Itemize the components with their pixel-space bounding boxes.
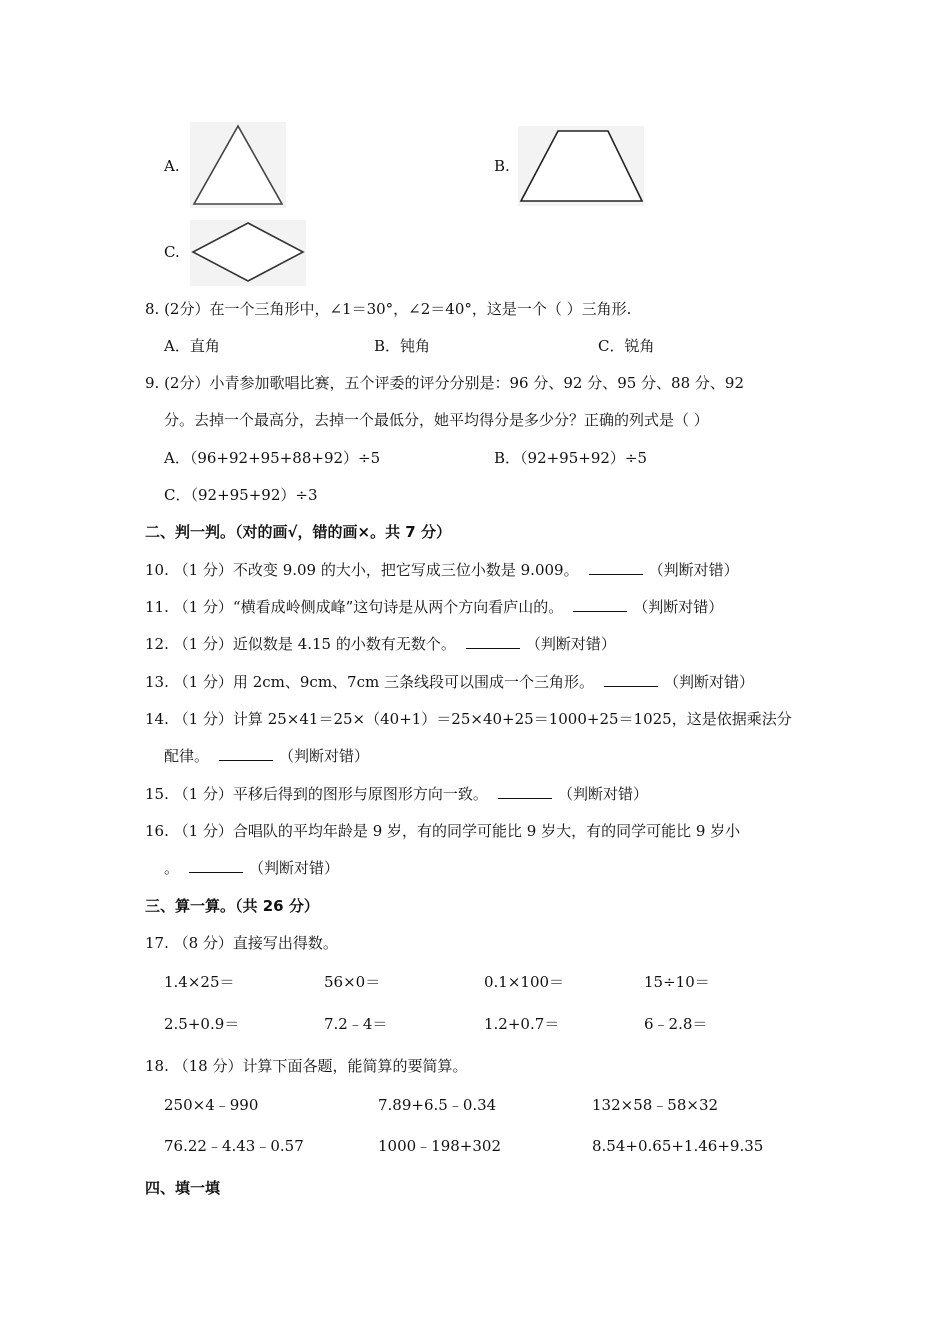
q8-option-a: A．直角 bbox=[164, 337, 220, 355]
q11-answer-blank[interactable] bbox=[573, 597, 627, 612]
q16-suffix: （判断对错） bbox=[249, 859, 340, 877]
q16-text: 。 bbox=[164, 859, 180, 877]
q12-text: 12. （1 分）近似数是 4.15 的小数有无数个。 bbox=[145, 635, 456, 653]
q13-answer-blank[interactable] bbox=[604, 672, 658, 687]
q9-option-a: A．（96+92+95+88+92）÷5 bbox=[164, 449, 381, 467]
q8-option-b: B．钝角 bbox=[374, 337, 431, 355]
q14-suffix: （判断对错） bbox=[279, 747, 370, 765]
triangle-figure bbox=[190, 122, 286, 208]
q11-suffix: （判断对错） bbox=[633, 598, 724, 616]
q17-expr: 1.4×25＝ bbox=[164, 973, 235, 991]
q18-stem: 18. （18 分）计算下面各题，能简算的要简算。 bbox=[145, 1057, 468, 1075]
q12-answer-blank[interactable] bbox=[466, 634, 520, 649]
rhombus-figure bbox=[190, 220, 306, 286]
option-b-label: B. bbox=[494, 157, 510, 175]
q15-answer-blank[interactable] bbox=[498, 784, 552, 799]
q17-expr: 56×0＝ bbox=[324, 973, 381, 991]
q9-option-b: B．（92+95+92）÷5 bbox=[494, 449, 648, 467]
q16-answer-blank[interactable] bbox=[189, 858, 243, 873]
q10-row bbox=[145, 560, 739, 580]
option-a-label: A. bbox=[164, 157, 180, 175]
q10-text: 10. （1 分）不改变 9.09 的大小，把它写成三位小数是 9.009。 bbox=[145, 561, 579, 579]
q14-line1: 14. （1 分）计算 25×41＝25×（40+1）＝25×40+25＝1000+25＝1025，这是依据乘法分 bbox=[145, 710, 792, 728]
q17-expr: 6﹣2.8＝ bbox=[644, 1015, 708, 1033]
section2-title: 二、判一判。（对的画√，错的画×。共 7 分） bbox=[145, 523, 451, 541]
q10-suffix: （判断对错） bbox=[648, 561, 739, 579]
q18-expr: 132×58﹣58×32 bbox=[592, 1096, 719, 1114]
q15-text: 15. （1 分）平移后得到的图形与原图形方向一致。 bbox=[145, 785, 488, 803]
q14-answer-blank[interactable] bbox=[219, 746, 273, 761]
q13-text: 13. （1 分）用 2cm、9cm、7cm 三条线段可以围成一个三角形。 bbox=[145, 673, 594, 691]
q9-stem-line1: 9. (2分）小青参加歌唱比赛，五个评委的评分分别是：96 分、92 分、95 分、88 分、92 bbox=[145, 374, 744, 392]
q13-suffix: （判断对错） bbox=[663, 673, 754, 691]
q18-expr: 250×4﹣990 bbox=[164, 1096, 259, 1114]
q15-row bbox=[145, 784, 648, 804]
section3-title: 三、算一算。（共 26 分） bbox=[145, 897, 319, 915]
q12-suffix: （判断对错） bbox=[525, 635, 616, 653]
option-c-label: C. bbox=[164, 243, 180, 261]
q17-expr: 15÷10＝ bbox=[644, 973, 710, 991]
q10-answer-blank[interactable] bbox=[589, 560, 643, 575]
q14-text: 配律。 bbox=[164, 747, 210, 765]
q17-expr: 2.5+0.9＝ bbox=[164, 1015, 240, 1033]
q16-line1: 16. （1 分）合唱队的平均年龄是 9 岁，有的同学可能比 9 岁大，有的同学可能比 9 岁小 bbox=[145, 822, 741, 840]
q8-option-c: C．锐角 bbox=[598, 337, 655, 355]
q11-text: 11. （1 分）“横看成岭侧成峰”这句诗是从两个方向看庐山的。 bbox=[145, 598, 564, 616]
q17-expr: 1.2+0.7＝ bbox=[484, 1015, 560, 1033]
q17-expr: 7.2﹣4＝ bbox=[324, 1015, 388, 1033]
q9-option-c: C．（92+95+92）÷3 bbox=[164, 486, 318, 504]
q13-row bbox=[145, 672, 754, 692]
q11-row bbox=[145, 597, 723, 617]
q17-stem: 17. （8 分）直接写出得数。 bbox=[145, 934, 338, 952]
q16-row bbox=[164, 858, 339, 878]
trapezoid-figure bbox=[518, 126, 644, 206]
section4-title: 四、填一填 bbox=[145, 1179, 221, 1197]
q12-row bbox=[145, 634, 616, 654]
q14-row bbox=[164, 746, 369, 766]
q9-stem-line2: 分。去掉一个最高分，去掉一个最低分，她平均得分是多少分？正确的列式是（ ） bbox=[164, 411, 709, 429]
q17-expr: 0.1×100＝ bbox=[484, 973, 565, 991]
q18-expr: 1000﹣198+302 bbox=[378, 1137, 502, 1155]
q18-expr: 7.89+6.5﹣0.34 bbox=[378, 1096, 497, 1114]
q8-stem: 8. (2分）在一个三角形中，∠1＝30°，∠2＝40°，这是一个（ ）三角形. bbox=[145, 300, 632, 318]
q18-expr: 8.54+0.65+1.46+9.35 bbox=[592, 1137, 764, 1155]
q15-suffix: （判断对错） bbox=[557, 785, 648, 803]
q18-expr: 76.22﹣4.43﹣0.57 bbox=[164, 1137, 304, 1155]
